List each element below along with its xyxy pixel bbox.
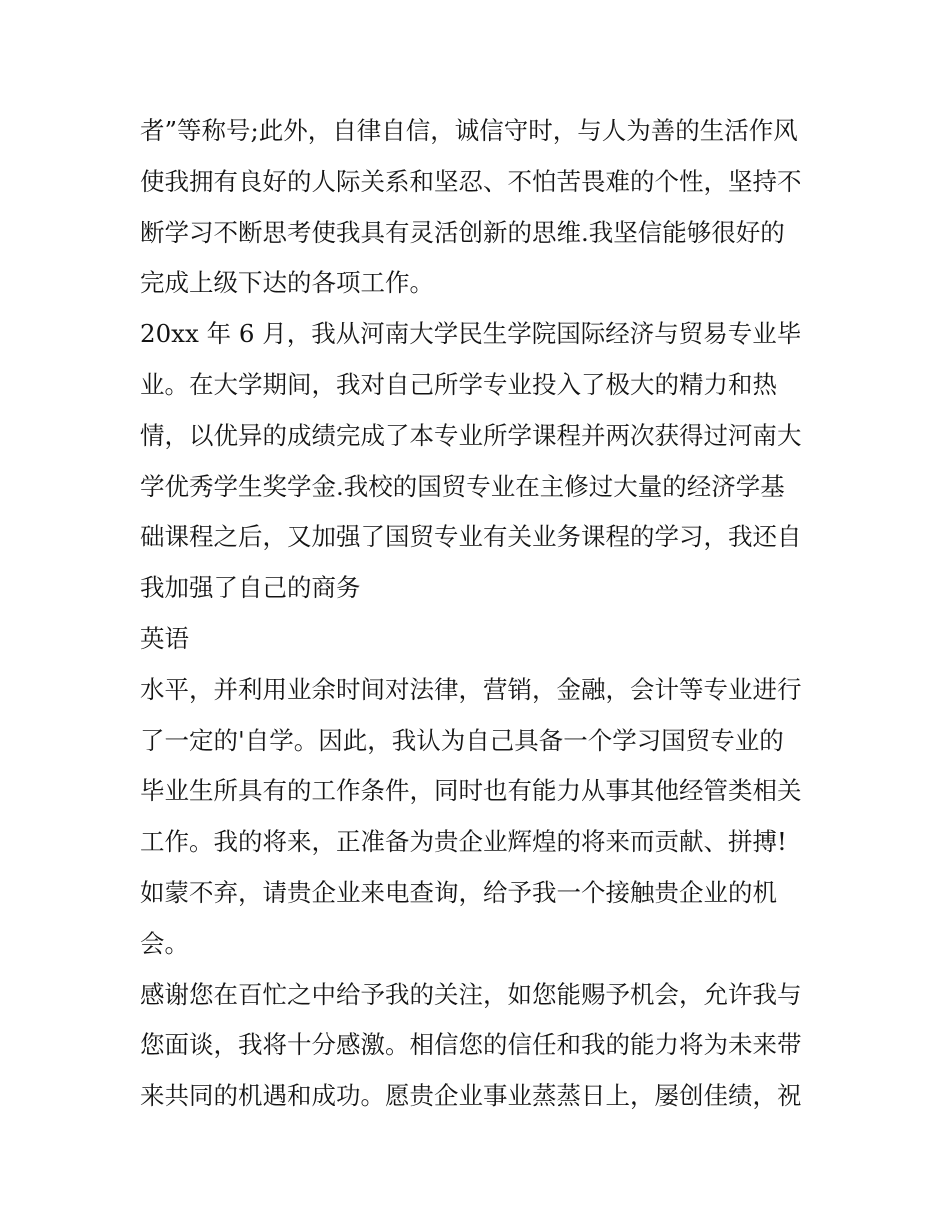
text-line: 英语 [140, 623, 189, 653]
text-line: 者”等称号;此外，自律自信，诚信守时，与人为善的生活作风 [140, 116, 798, 145]
text-line: 您面谈，我将十分感激。相信您的信任和我的能力将为未来带 [140, 1030, 802, 1060]
text-line: 来共同的机遇和成功。愿贵企业事业蒸蒸日上，屡创佳绩，祝 [140, 1081, 802, 1111]
text-line: 会。 [140, 928, 189, 958]
paragraph-english [140, 614, 820, 665]
document-body [140, 106, 820, 1122]
text-line: 我加强了自己的商务 [140, 573, 361, 603]
text-line: 断学习不断思考使我具有灵活创新的思维.我坚信能够很好的 [140, 217, 785, 247]
text-line: 使我拥有良好的人际关系和坚忍、不怕苦畏难的个性，坚持不 [140, 166, 802, 196]
paragraph-personal-qualities [140, 106, 820, 309]
text-line: 毕业生所具有的工作条件，同时也有能力从事其他经管类相关 [140, 776, 802, 806]
paragraph-closing [140, 970, 820, 1122]
text-line: 情，以优异的成绩完成了本专业所学课程并两次获得过河南大 [140, 420, 802, 450]
text-line: 如蒙不弃，请贵企业来电查询，给予我一个接触贵企业的机 [140, 877, 777, 907]
text-line: 了一定的'自学。因此，我认为自己具备一个学习国贸专业的 [140, 725, 784, 755]
paragraph-education [140, 309, 820, 614]
text-line: 完成上级下达的各项工作。 [140, 268, 434, 298]
text-line: 工作。我的将来，正准备为贵企业辉煌的将来而贡献、拼搏! [140, 827, 787, 857]
text-line: 学优秀学生奖学金.我校的国贸专业在主修过大量的经济学基 [140, 471, 785, 501]
text-line: 础课程之后，又加强了国贸专业有关业务课程的学习，我还自 [140, 522, 802, 552]
text-line: 水平，并利用业余时间对法律，营销，金融，会计等专业进行 [140, 674, 802, 704]
text-line: 业。在大学期间，我对自己所学专业投入了极大的精力和热 [140, 369, 777, 399]
text-line: 感谢您在百忙之中给予我的关注，如您能赐予机会，允许我与 [140, 979, 802, 1009]
paragraph-skills [140, 665, 820, 970]
text-line: 20xx 年 6 月，我从河南大学民生学院国际经济与贸易专业毕 [140, 319, 802, 349]
